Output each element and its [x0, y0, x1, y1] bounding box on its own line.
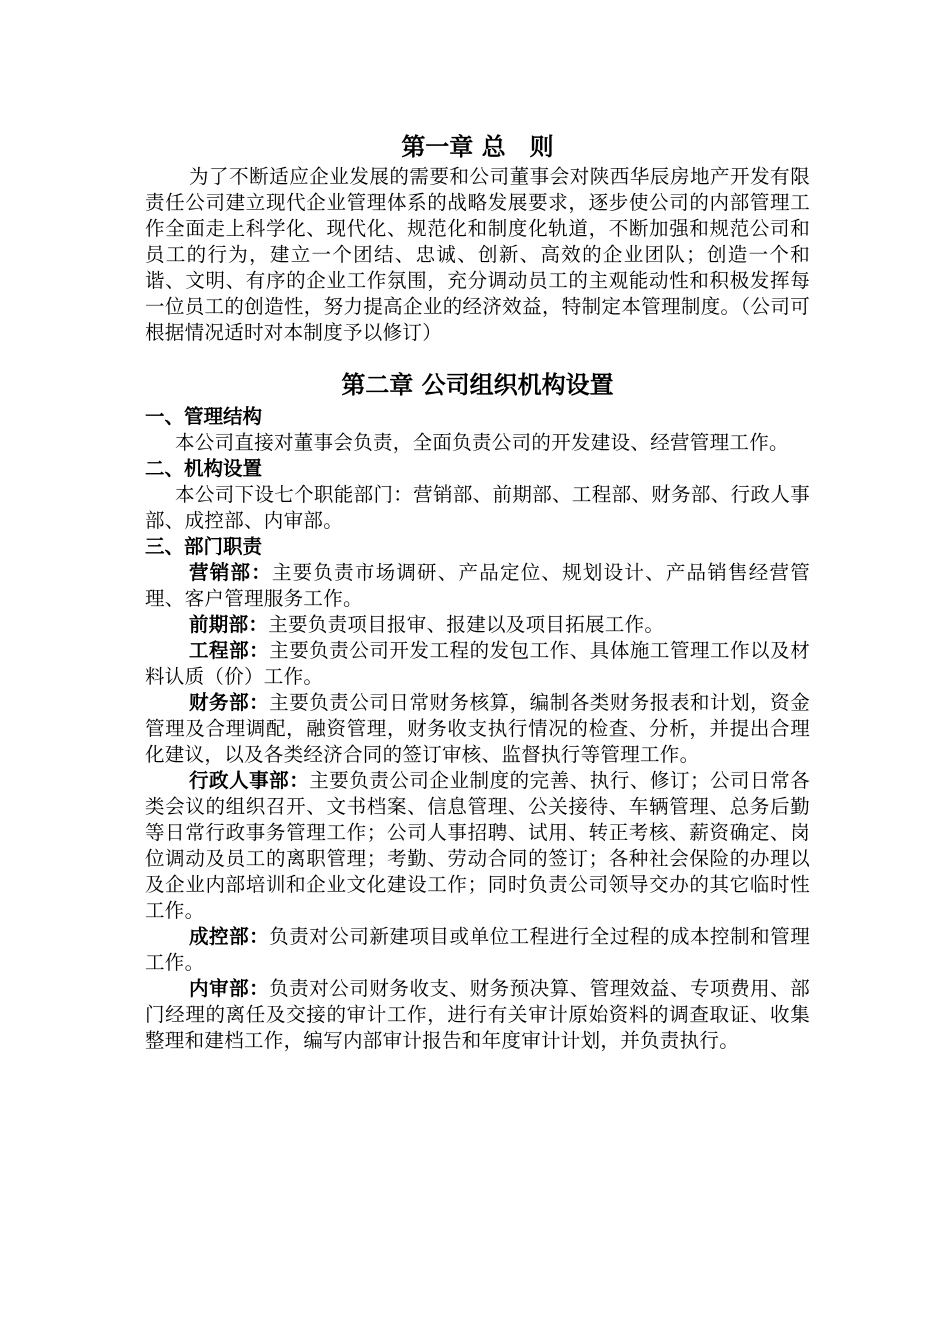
department-item-internal-audit [145, 976, 810, 1054]
section-heading-management-structure: 一、管理结构 [145, 405, 263, 428]
department-name: 内审部： [189, 977, 270, 1000]
department-duty-text: 主要负责公司日常财务核算，编制各类财务报表和计划，资金管理及合理调配，融资管理，财务收支执行情况的检查、分析，并提出合理化建议，以及各类经济合同的签订审核、监督执行等管理工作。 [145, 691, 811, 766]
chapter-1-paragraph: 为了不断适应企业发展的需要和公司董事会对陕西华辰房地产开发有限责任公司建立现代企业管理体系的战略发展要求，逐步使公司的内部管理工作全面走上科学化、现代化、规范化和制度化轨道，不断加强和规范公司和员工的行为，建立一个团结、忠诚、创新、高效的企业团队；创造一个和谐、文明、有序的企业工作氛围，充分调动员工的主观能动性和积极发挥每一位员工的创造性，努力提高企业的经济效益，特制定本管理制度。（公司可根据情况适时对本制度予以修订） [145, 165, 810, 344]
department-duty-text: 负责对公司新建项目或单位工程进行全过程的成本控制和管理工作。 [145, 925, 811, 974]
department-item-preliminary [145, 612, 810, 638]
department-name: 行政人事部： [189, 769, 310, 792]
chapter-1-title: 第一章 总 则 [401, 133, 554, 161]
department-item-finance [145, 690, 810, 768]
department-name: 成控部： [189, 925, 270, 948]
department-duty-text: 主要负责公司企业制度的完善、执行、修订；公司日常各类会议的组织召开、文书档案、信息管理、公关接待、车辆管理、总务后勤等日常行政事务管理工作；公司人事招聘、试用、转正考核、薪资确定、岗位调动及员工的离职管理；考勤、劳动合同的签订；各种社会保险的办理以及企业内部培训和企业文化建设工作；同时负责公司领导交办的其它临时性工作。 [145, 769, 810, 922]
chapter-2-title: 第二章 公司组织机构设置 [341, 371, 614, 399]
department-duty-text: 主要负责公司开发工程的发包工作、具体施工管理工作以及材料认质（价）工作。 [145, 639, 811, 688]
section-text-organization-setup: 本公司下设七个职能部门：营销部、前期部、工程部、财务部、行政人事部、成控部、内审部。 [145, 483, 810, 532]
department-name: 营销部： [189, 561, 272, 584]
section-heading-organization-setup: 二、机构设置 [145, 457, 263, 480]
department-name: 前期部： [189, 613, 269, 636]
department-duty-text: 主要负责项目报审、报建以及项目拓展工作。 [268, 613, 665, 636]
department-name: 财务部： [189, 691, 270, 714]
section-text-management-structure: 本公司直接对董事会负责，全面负责公司的开发建设、经营管理工作。 [175, 431, 789, 454]
department-item-admin-hr [145, 768, 810, 924]
department-duty-text: 负责对公司财务收支、财务预决算、管理效益、专项费用、部门经理的离任及交接的审计工作，进行有关审计原始资料的调查取证、收集整理和建档工作，编写内部审计报告和年度审计计划，并负责执行。 [145, 977, 811, 1052]
department-item-marketing [145, 560, 810, 612]
department-name: 工程部： [189, 639, 270, 662]
document-page [145, 130, 810, 1054]
department-item-engineering [145, 638, 810, 690]
section-heading-department-duties: 三、部门职责 [145, 535, 263, 558]
department-item-cost-control [145, 924, 810, 976]
department-duty-text: 主要负责市场调研、产品定位、规划设计、产品销售经营管理、客户管理服务工作。 [145, 561, 810, 610]
